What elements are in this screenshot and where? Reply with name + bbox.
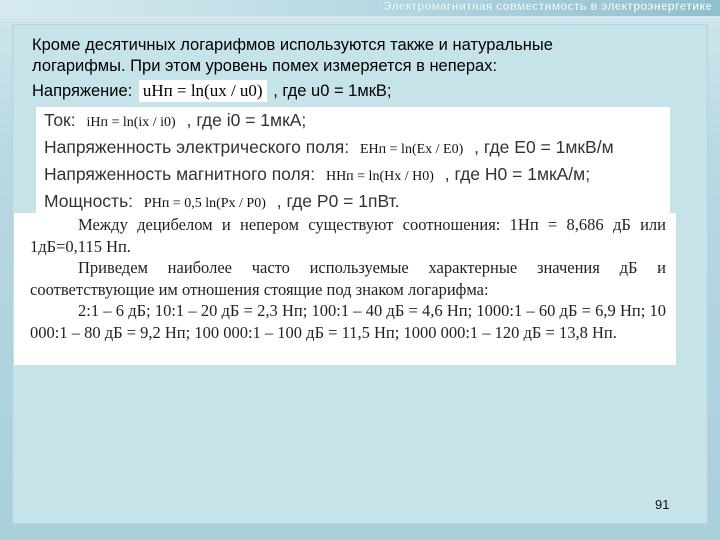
formula-expression: HНп = ln(Hx / H0) (325, 169, 434, 184)
divider (0, 20, 720, 21)
relations-paragraph-3: 2:1 – 6 дБ; 10:1 – 20 дБ = 2,3 Нп; 100:1 – 40 дБ = 4,6 Нп; 1000:1 – 60 дБ = 6,9 Нп; 10 000:1 – 80 дБ = 9,2 Нп; 100 000:1 – 100 дБ = 11,5 Нп; 1000 000:1 – 120 дБ = 13,8 Нп. (30, 301, 666, 342)
formula-expression: iНп = ln(ix / i0) (86, 115, 176, 130)
voltage-formula-row (32, 80, 392, 104)
formula-suffix: , где H0 = 1мкА/м; (444, 164, 591, 184)
voltage-label: Напряжение: (32, 82, 133, 100)
formula-label: Напряженность электрического поля: (44, 137, 350, 157)
formula-list (44, 107, 674, 215)
formula-line-power (44, 188, 674, 215)
divider (0, 17, 720, 18)
intro-line-1: Кроме десятичных логарифмов используются также и натуральные (32, 36, 553, 54)
formula-suffix: , где P0 = 1пВт. (276, 191, 400, 211)
header-title: Электромагнитная совместимость в электроэнергетике (383, 1, 712, 13)
formula-suffix: , где i0 = 1мкА; (186, 110, 307, 130)
formula-line-current (44, 107, 674, 134)
formula-label: Напряженность магнитного поля: (44, 164, 316, 184)
voltage-formula: uНп = ln(ux / u0) (139, 80, 267, 102)
formula-expression: EНп = ln(Ex / E0) (360, 142, 464, 157)
formula-label: Мощность: (44, 191, 134, 211)
formula-suffix: , где E0 = 1мкВ/м (474, 137, 614, 157)
intro-line-2: логарифмы. При этом уровень помех измеряется в неперах: (32, 57, 498, 75)
relations-text (30, 214, 666, 343)
formula-line-magnetic-field (44, 161, 674, 188)
formula-line-electric-field (44, 134, 674, 161)
formula-expression: PНп = 0,5 ln(Px / P0) (143, 196, 266, 211)
voltage-suffix: , где u0 = 1мкВ; (273, 82, 392, 100)
intro-text (32, 35, 672, 77)
page-number: 91 (655, 497, 670, 512)
formula-label: Ток: (44, 110, 76, 130)
relations-paragraph-1: Между децибелом и непером существуют соотношения: 1Нп = 8,686 дБ или 1дБ=0,115 Нп. (30, 215, 666, 256)
relations-paragraph-2: Приведем наиболее часто используемые характерные значения дБ и соответствующие им отношения стоящие под знаком логарифма: (30, 258, 666, 299)
